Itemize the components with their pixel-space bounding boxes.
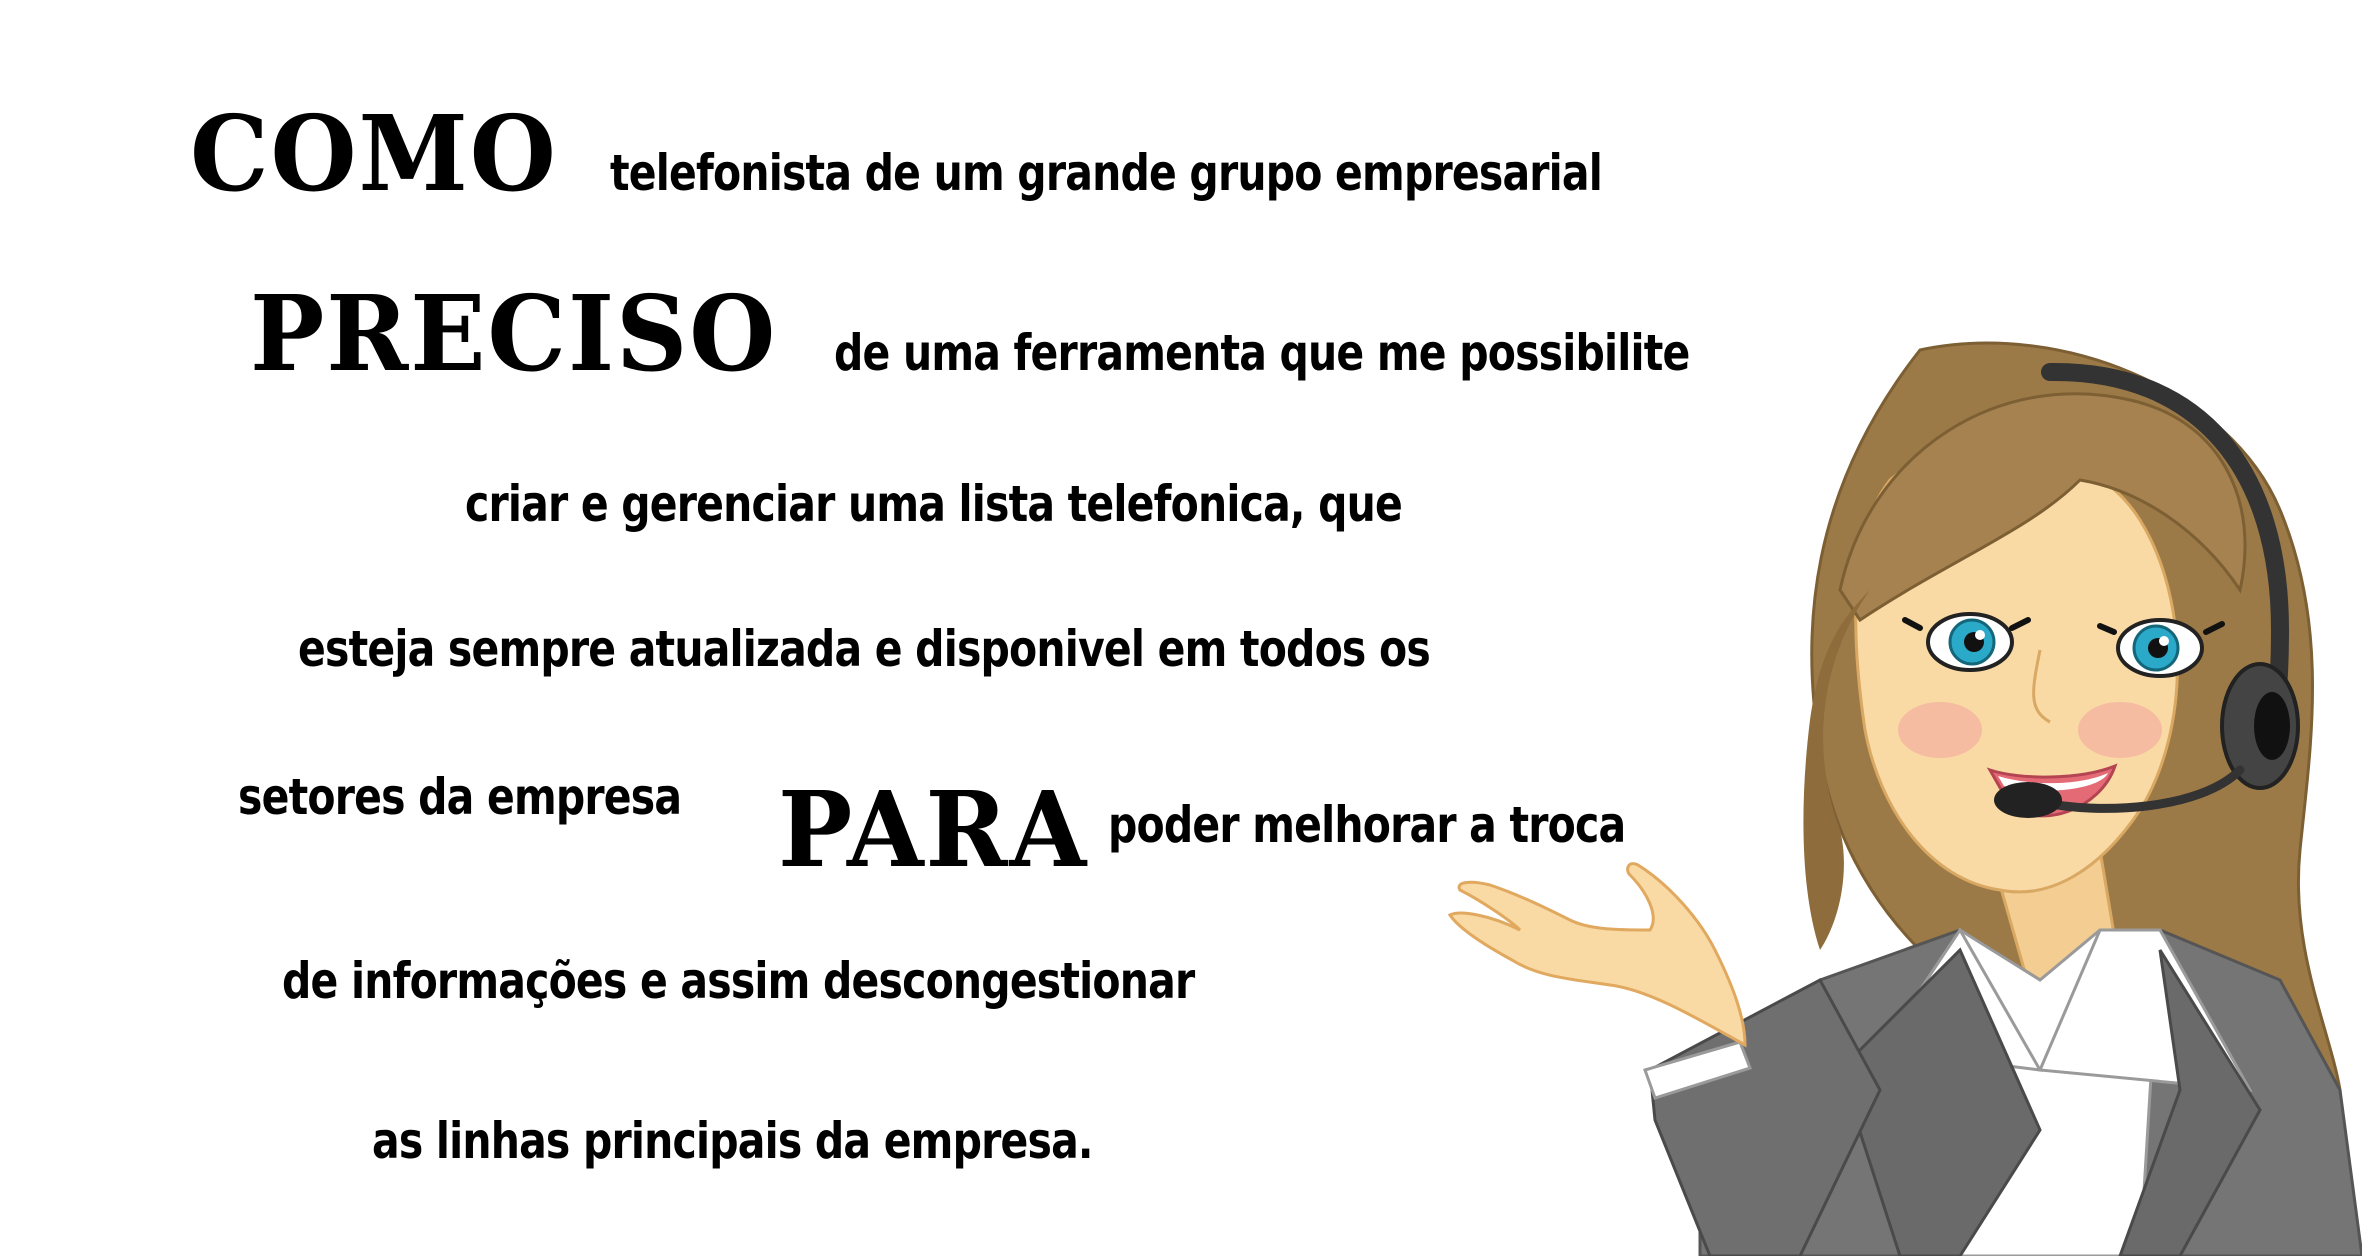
- hand: [1450, 864, 1745, 1045]
- line-5-after: poder melhorar a troca: [1108, 796, 1626, 854]
- line-6-text: de informações e assim descongestionar: [282, 952, 1195, 1010]
- story-line-1: [190, 92, 1819, 215]
- line-4-text: esteja sempre atualizada e disponivel em todos os: [298, 620, 1430, 678]
- story-line-5: [238, 768, 1626, 891]
- story-line-6: [282, 952, 1395, 1010]
- line-7-text: as linhas principais da empresa.: [372, 1112, 1093, 1170]
- line-2-text: de uma ferramenta que me possibilite: [833, 324, 1690, 382]
- keyword-como: COMO: [190, 92, 558, 215]
- keyword-preciso: PRECISO: [250, 272, 778, 395]
- story-line-7: [372, 1112, 1251, 1170]
- line-3-text: criar e gerenciar uma lista telefonica, que: [465, 475, 1403, 533]
- headset-mic: [1994, 782, 2062, 818]
- operator-illustration: [1400, 330, 2362, 1256]
- line-1-text: telefonista de um grande grupo empresarial: [609, 144, 1602, 202]
- keyword-para: PARA: [778, 768, 1089, 891]
- line-5-before: setores da empresa: [238, 768, 682, 826]
- cheek-right: [2078, 702, 2162, 758]
- cheek-left: [1898, 702, 1982, 758]
